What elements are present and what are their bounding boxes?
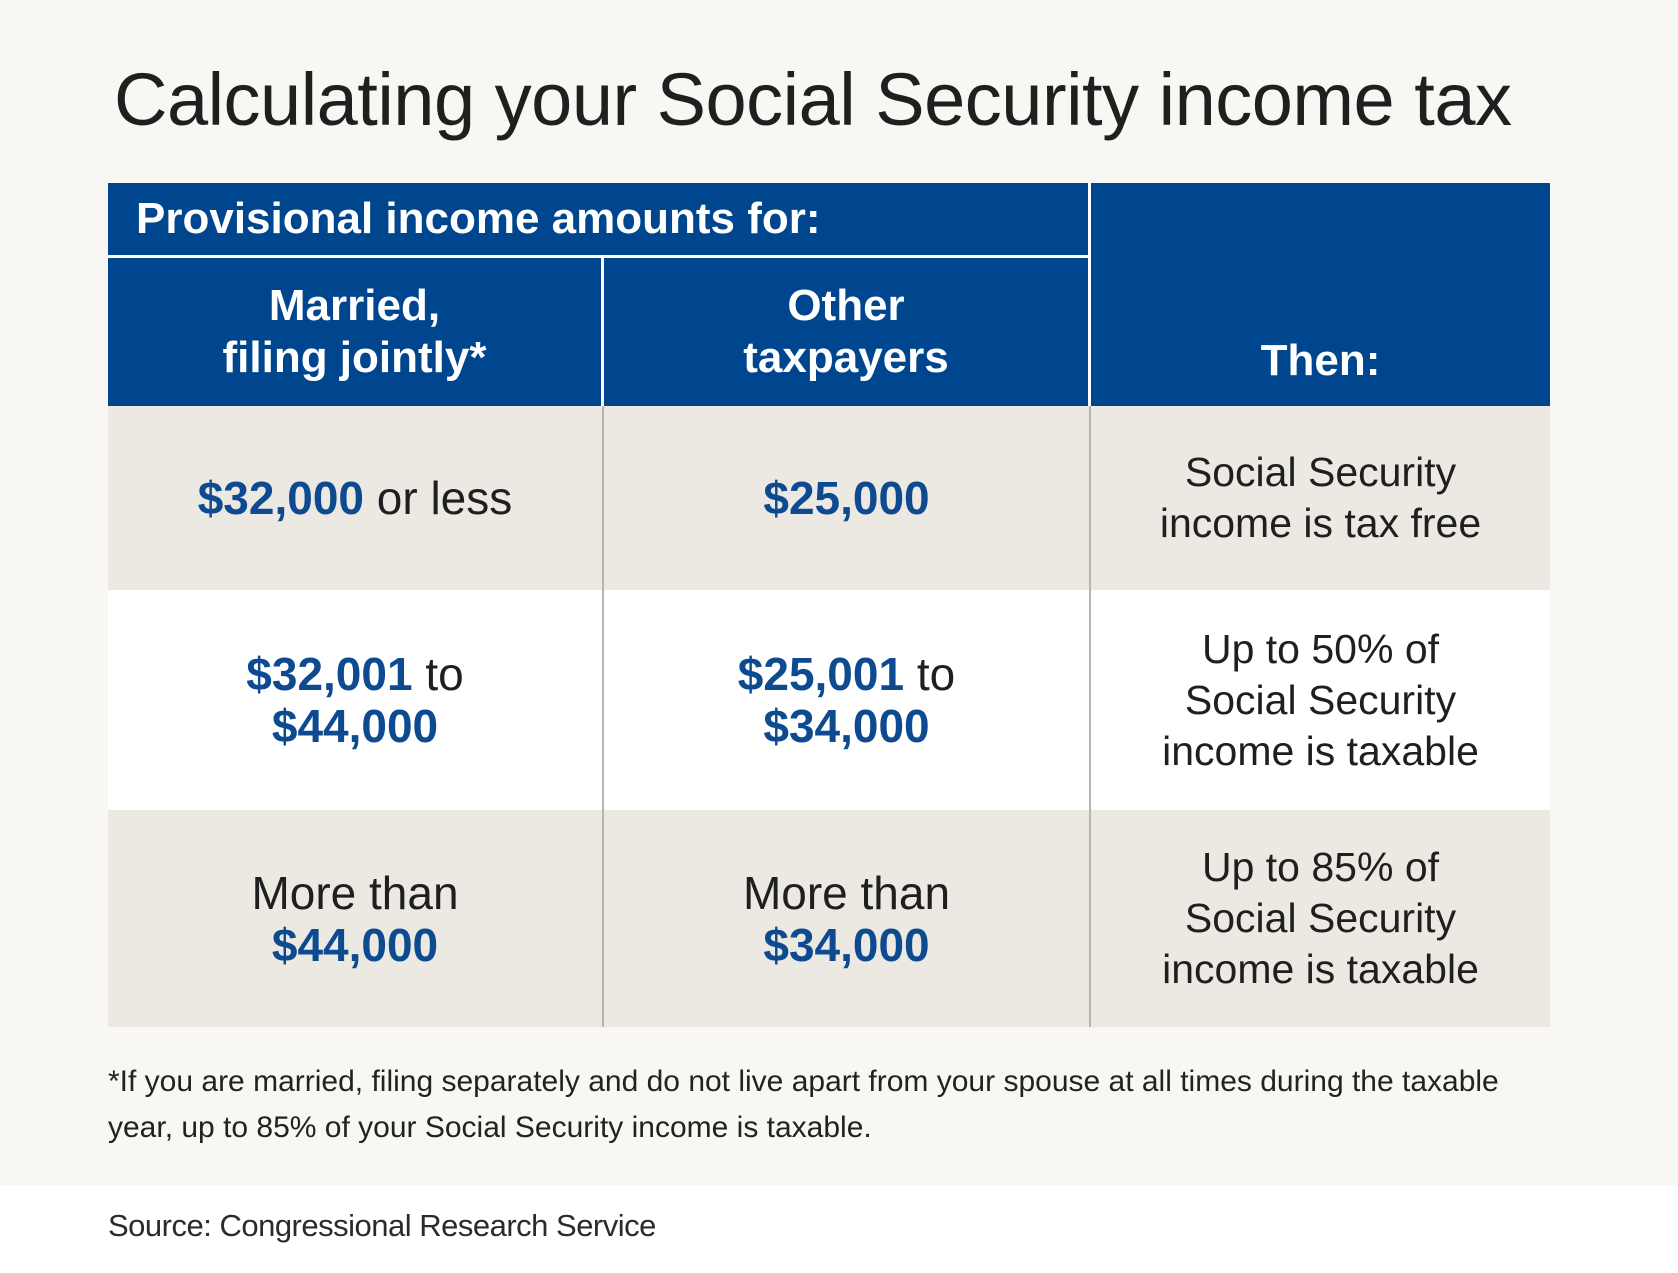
row1-married-suffix: or less <box>364 472 513 524</box>
row1-other-amount: $25,000 <box>763 472 930 524</box>
row2-married-amount-from: $32,001 <box>246 648 413 700</box>
row3-other-prefix: More than <box>742 866 951 919</box>
page-title: Calculating your Social Security income tax <box>114 58 1512 141</box>
header-column-divider <box>1088 183 1091 406</box>
source-credit: Source: Congressional Research Service <box>108 1208 656 1243</box>
row1-then-cell <box>1091 406 1550 590</box>
row2-married-amount-to: $44,000 <box>271 700 439 752</box>
row3-married-cell <box>108 810 602 1027</box>
row1-then-line2: income is tax free <box>1159 500 1482 546</box>
header-column-divider <box>601 258 604 406</box>
row1-married-cell <box>108 406 602 590</box>
row1-then-line1: Social Security <box>1184 449 1457 495</box>
row1-married-amount: $32,000 <box>197 472 364 524</box>
row2-other-amount-from: $25,001 <box>737 648 905 700</box>
row2-other-cell <box>604 590 1089 810</box>
row3-then-line1: Up to 85% of <box>1201 844 1440 890</box>
row3-then-line2: Social Security <box>1184 895 1457 941</box>
row2-married-cell <box>108 590 602 810</box>
row1-other-cell <box>604 406 1089 590</box>
header-then: Then: <box>1091 183 1550 406</box>
row2-other-joiner: to <box>904 648 956 700</box>
row2-married-joiner: to <box>412 648 464 700</box>
row2-then-line3: income is taxable <box>1162 727 1479 774</box>
row3-other-cell <box>604 810 1089 1027</box>
row2-then-line2: Social Security <box>1184 676 1457 723</box>
header-married-line1: Married, <box>268 281 441 330</box>
row3-then-cell <box>1091 810 1550 1027</box>
header-married-line2: filing jointly* <box>222 333 487 382</box>
header-provisional-income: Provisional income amounts for: <box>108 183 1088 255</box>
header-other-line2: taxpayers <box>743 333 949 382</box>
row2-then-line1: Up to 50% of <box>1201 625 1440 672</box>
row2-then-cell <box>1091 590 1550 810</box>
header-other-taxpayers <box>604 258 1088 406</box>
row3-married-prefix: More than <box>251 866 459 919</box>
row3-then-line3: income is taxable <box>1162 946 1479 992</box>
row3-other-amount: $34,000 <box>763 918 930 971</box>
header-married-filing-jointly <box>108 258 601 406</box>
footnote: *If you are married, filing separately and do not live apart from your spouse at all times during the taxable year, up to 85% of your Social Security income is taxable. <box>108 1065 1499 1144</box>
row2-other-amount-to: $34,000 <box>763 700 930 752</box>
header-other-line1: Other <box>787 281 905 330</box>
tax-table <box>108 183 1550 1027</box>
row3-married-amount: $44,000 <box>271 918 439 971</box>
